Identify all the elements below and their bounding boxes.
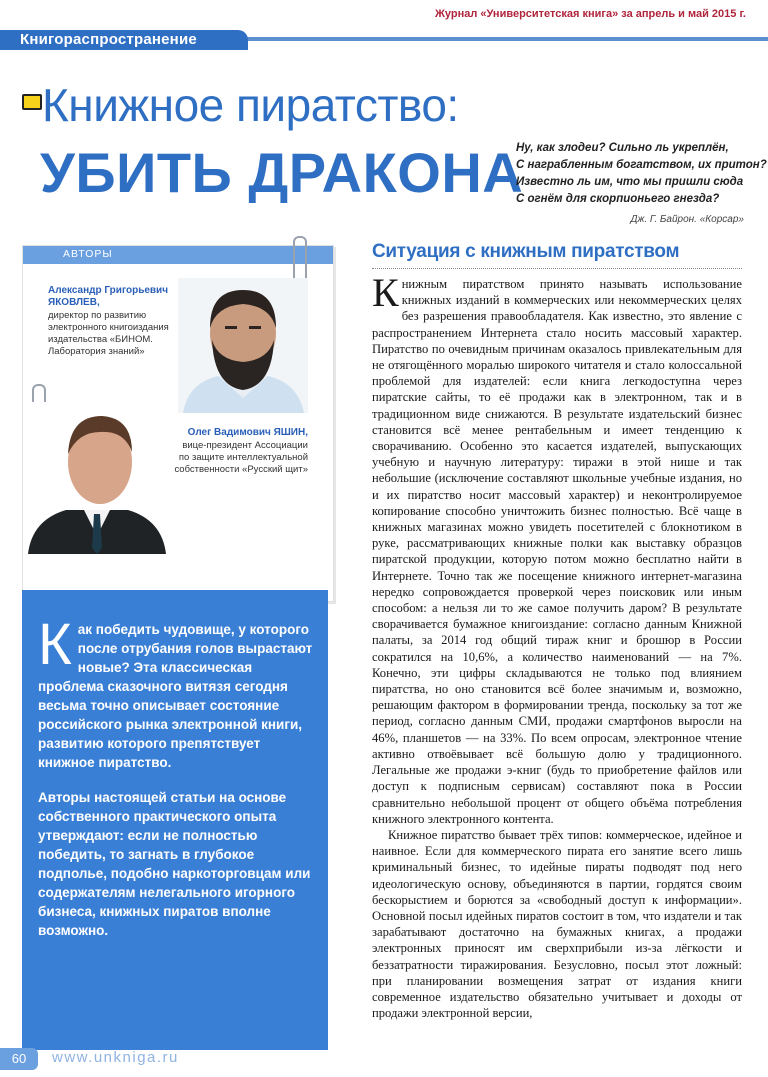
author2-photo: [28, 402, 166, 554]
author2-desc-line: по защите интеллектуальной: [178, 452, 308, 463]
rubric-bar: [0, 30, 768, 48]
author1-name: [48, 285, 168, 309]
author2-desc-line: собственности «Русский щит»: [174, 464, 308, 475]
author1-desc-line: издательства «БИНОМ.: [48, 334, 153, 345]
section-marker-icon: [22, 94, 42, 110]
epigraph-author: Дж. Г. Байрон. «Корсар»: [630, 214, 744, 225]
author2-name: Олег Вадимович ЯШИН,: [187, 427, 308, 438]
rubric-line: [230, 37, 768, 41]
epigraph-line: Известно ль им, что мы пришли сюда: [516, 176, 744, 188]
article-paragraph-1-text: нижным пиратством принято называть использование книжных изданий в коммерческих или некоммерческих целях без разрешения правообладателя. Как известно, это явление с распространением Интернета стало носить массовый характер. Пиратство по очевидным причинам оказалось привлекательным для не отягощённого моралью широкого читателя и стало колоссальной проблемой для издателей: если книга легкодоступна через пиратские сайты, то её продажи как в электронном, так и в традиционном виде снижаются. В результате издательский бизнес становится всё менее рентабельным и имеет тенденцию к сворачиванию. Особенно это касается издателей, выпускающих учебную и научную литературу: тиражи в этой нише и так небольшие (исключение составляют школьные учебные издания, но и их пиратство носит массовый характер) и неконтролируемое копирование способно уничтожить бизнес полностью. Всё чаще в книжных магазинах можно увидеть посетителей с блокнотиком в руке, рассматривающих книжные полки как выставку образцов пиратской продукции, которую потом можно бесплатно найти в Интернете. Точно так же посещение книжного интернет-магазина нередко сопровождается проверкой через поисковик или иным способом: а нельзя ли то же самое получить даром? В результате сворачивается бумажное книгоиздание: согласно данным Книжной палаты, за 2014 год общий тираж книг и брошюр в России сократился на 10,6%, а количество наименований — на 7%. Конечно, эти цифры складываются не только под влиянием пиратства, но оно становится всё более значимым и, возможно, решающим фактором в формировании тренда, поскольку за тот же период, согласно данным СМИ, продажи смартфонов выросли на 46%, планшетов — на 33%. По всем опросам, электронное чтение активно отвоёвывает всё большую долю у традиционного. Легальные же продажи э-книг (будь то приобретение файлов или доступ к подписным сервисам) составляют пока в России сравнительно небольшой процент от общего объёма потребления книжного электронного контента.: [372, 277, 742, 826]
lead-paragraph-1-text: ак победить чудовище, у которого после отрубания голов вырастают новые? Эта классическая проблема сказочного витязя сегодня весьма точно описывает состояние российского рынка электронной книги, развитию которого препятствует книжное пиратство.: [38, 622, 313, 770]
lead-text: [38, 612, 320, 956]
authors-heading-bar: [23, 246, 333, 264]
website-url: www.unkniga.ru: [52, 1049, 179, 1066]
lead-dropcap: К: [38, 612, 72, 677]
author2-desc-line: вице-президент Ассоциации: [182, 440, 308, 451]
author1-description: [48, 310, 169, 358]
article-title-line2: УБИТЬ ДРАКОНА: [40, 141, 524, 204]
lead-paragraph-1: [38, 612, 320, 772]
author1-photo: [178, 278, 308, 413]
authors-heading: АВТОРЫ: [63, 248, 113, 260]
article-body: [372, 270, 742, 1021]
article-title-line1: Книжное пиратство:: [42, 79, 459, 131]
rubric-label: Книгораспространение: [20, 31, 197, 48]
author2-description: [168, 440, 308, 476]
page-number: 60: [0, 1048, 38, 1070]
paperclip-icon: [293, 236, 307, 284]
article-paragraph-2: Книжное пиратство бывает трёх типов: коммерческое, идейное и наивное. Если для коммерческого пирата его занятие всего лишь криминальный бизнес, то идейные пираты подводят под него идеологическую основу, объединяются в партии, гордятся своим бескорыстием и борются за «свободный доступ к информации». Основной посыл идейных пиратов состоит в том, что издатели и так зарабатывают достаточно на бумажных книгах, а продажи электронных приносят им сверхприбыли из-за лёгкости и беззатратности тиражирования. Безусловно, посыл этот ложный: при планировании возмещения затрат от издания книги современное издательство обязательно учитывает и доходы от продажи электронной версии,: [372, 827, 742, 1021]
author1-desc-line: электронного книгоиздания: [48, 322, 169, 333]
author1-name-first: Александр Григорьевич: [48, 285, 168, 296]
section-divider: [372, 268, 742, 269]
lead-paragraph-2: Авторы настоящей статьи на основе собственного практического опыта утверждают: если не полностью победить, то загнать в глубокое подполье, подобно наркоторговцам или содержателям нелегального игорного бизнеса, книжных пиратов вполне возможно.: [38, 790, 311, 938]
epigraph: [516, 140, 767, 208]
epigraph-line: Ну, как злодеи? Сильно ль укреплён,: [516, 142, 729, 154]
epigraph-line: С награбленным богатством, их притон?: [516, 159, 767, 171]
author1-desc-line: директор по развитию: [48, 310, 147, 321]
author1-name-last: ЯКОВЛЕВ,: [48, 297, 100, 308]
lead-box: [22, 590, 328, 1050]
article-paragraph-1: [372, 270, 742, 827]
section-title: Ситуация с книжным пиратством: [372, 241, 680, 262]
rubric-tab: [0, 30, 248, 50]
article-dropcap: К: [372, 270, 399, 315]
author1-desc-line: Лаборатория знаний»: [48, 346, 145, 357]
epigraph-line: С огнём для скорпионьего гнезда?: [516, 193, 720, 205]
journal-header: Журнал «Университетская книга» за апрель и май 2015 г.: [434, 8, 746, 20]
